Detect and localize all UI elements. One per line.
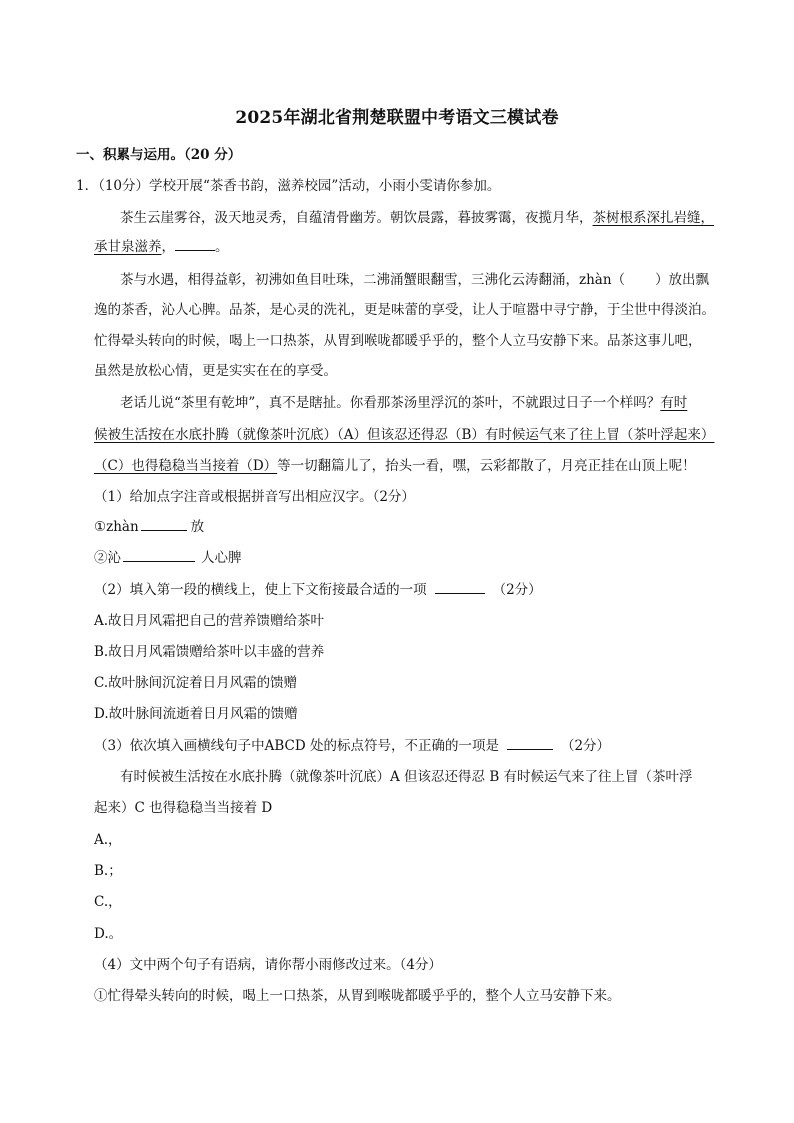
- answer-blank[interactable]: [175, 238, 215, 251]
- option-b[interactable]: B.；: [94, 863, 122, 879]
- passage-para-3-line-2: [94, 426, 714, 444]
- passage-para-2-line-4: 虽然是放松心情，更是实实在在的享受。: [94, 363, 337, 379]
- underlined-sentence: 承甘泉滋养: [94, 239, 162, 255]
- question-1-1-item-1: ①zhàn 放: [94, 519, 205, 535]
- passage-para-1-line-2: 承甘泉滋养， 。: [94, 239, 229, 255]
- option-a[interactable]: A.，: [94, 832, 122, 848]
- passage-para-2-line-2: 逸的茶香，沁人心脾。品茶，是心灵的洗礼，更是味蕾的享受，让人于喧嚣中寻宁静，于尘世中得淡泊。: [94, 302, 715, 318]
- question-1-4-item-1: ①忙得晕头转向的时候，喝上一口热茶，从胃到喉咙都暖乎乎的，整个人立马安静下来。: [94, 988, 621, 1004]
- answer-blank[interactable]: [435, 581, 485, 594]
- underlined-sentence: 候被生活按在水底扑腾（就像茶叶沉底）（A）但该忍还得忍（B）有时候运气来了往上冒（茶叶浮起来）: [94, 427, 715, 443]
- underlined-sentence: 有时: [660, 395, 688, 411]
- passage-text: 茶生云崖雾谷，汲天地灵秀，自蕴清骨幽芳。朝饮晨露，暮披雾霭，夜揽月华，: [120, 210, 593, 226]
- passage-para-1-line-1: [120, 209, 714, 227]
- answer-blank[interactable]: [507, 737, 553, 750]
- passage-para-3-line-3: （C）也得稳稳当当接着（D）等一切翻篇儿了，抬头一看，嘿，云彩都散了，月亮正挂在山顶上呢！: [94, 458, 696, 474]
- question-1-3-quote-line-1: 有时候被生活按在水底扑腾（就像茶叶沉底）A 但该忍还得忍 B 有时候运气来了往上冒（茶叶浮: [120, 769, 693, 785]
- option-d[interactable]: D.。: [94, 926, 123, 942]
- question-1-1-stem: （1）给加点字注音或根据拼音写出相应汉字。（2分）: [94, 489, 415, 505]
- option-c[interactable]: C.故叶脉间沉淀着日月风霜的馈赠: [94, 675, 298, 691]
- option-c[interactable]: C.，: [94, 894, 122, 910]
- passage-para-3-line-1: 老话儿说“茶里有乾坤”，真不是瞎扯。你看那茶汤里浮沉的茶叶，不就跟过日子一个样吗？有时: [120, 395, 688, 411]
- question-1-1-item-2: ②沁 人心脾: [94, 550, 242, 566]
- question-1-3-stem: （3）依次填入画横线句子中ABCD 处的标点符号，不正确的一项是 （2分）: [94, 738, 611, 754]
- underlined-sentence: 茶树根系深扎岩缝，: [592, 210, 714, 226]
- question-1-3-quote-line-2: 起来）C 也得稳稳当当接着 D: [94, 800, 273, 816]
- section-heading: 一、积累与运用。（20 分）: [76, 147, 242, 163]
- passage-para-2-line-3: 忙得晕头转向的时候，喝上一口热茶，从胃到喉咙都暖乎乎的，整个人立马安静下来。品茶这事儿吧，: [94, 333, 702, 349]
- option-a[interactable]: A.故日月风霜把自己的营养馈赠给茶叶: [94, 613, 325, 629]
- answer-blank[interactable]: [123, 549, 195, 562]
- page-title: 2025年湖北省荆楚联盟中考语文三模试卷: [235, 108, 559, 128]
- answer-blank[interactable]: [141, 518, 187, 531]
- passage-para-2-line-1: 茶与水遇，相得益彰，初沸如鱼目吐珠，二沸涌蟹眼翻雪，三沸化云涛翻涌，zhàn（ ）放出飘: [120, 272, 710, 288]
- option-b[interactable]: B.故日月风霜馈赠给茶叶以丰盛的营养: [94, 644, 325, 660]
- question-1-4-stem: （4）文中两个句子有语病，请你帮小雨修改过来。（4分）: [94, 957, 442, 973]
- question-1-intro: 1．（10分）学校开展“茶香书韵，滋养校园”活动，小雨小雯请你参加。: [76, 178, 501, 194]
- underlined-sentence: （C）也得稳稳当当接着（D）: [94, 458, 278, 474]
- question-1-2-stem: （2）填入第一段的横线上，使上下文衔接最合适的一项 （2分）: [94, 582, 542, 598]
- option-d[interactable]: D.故叶脉间流逝着日月风霜的馈赠: [94, 706, 298, 722]
